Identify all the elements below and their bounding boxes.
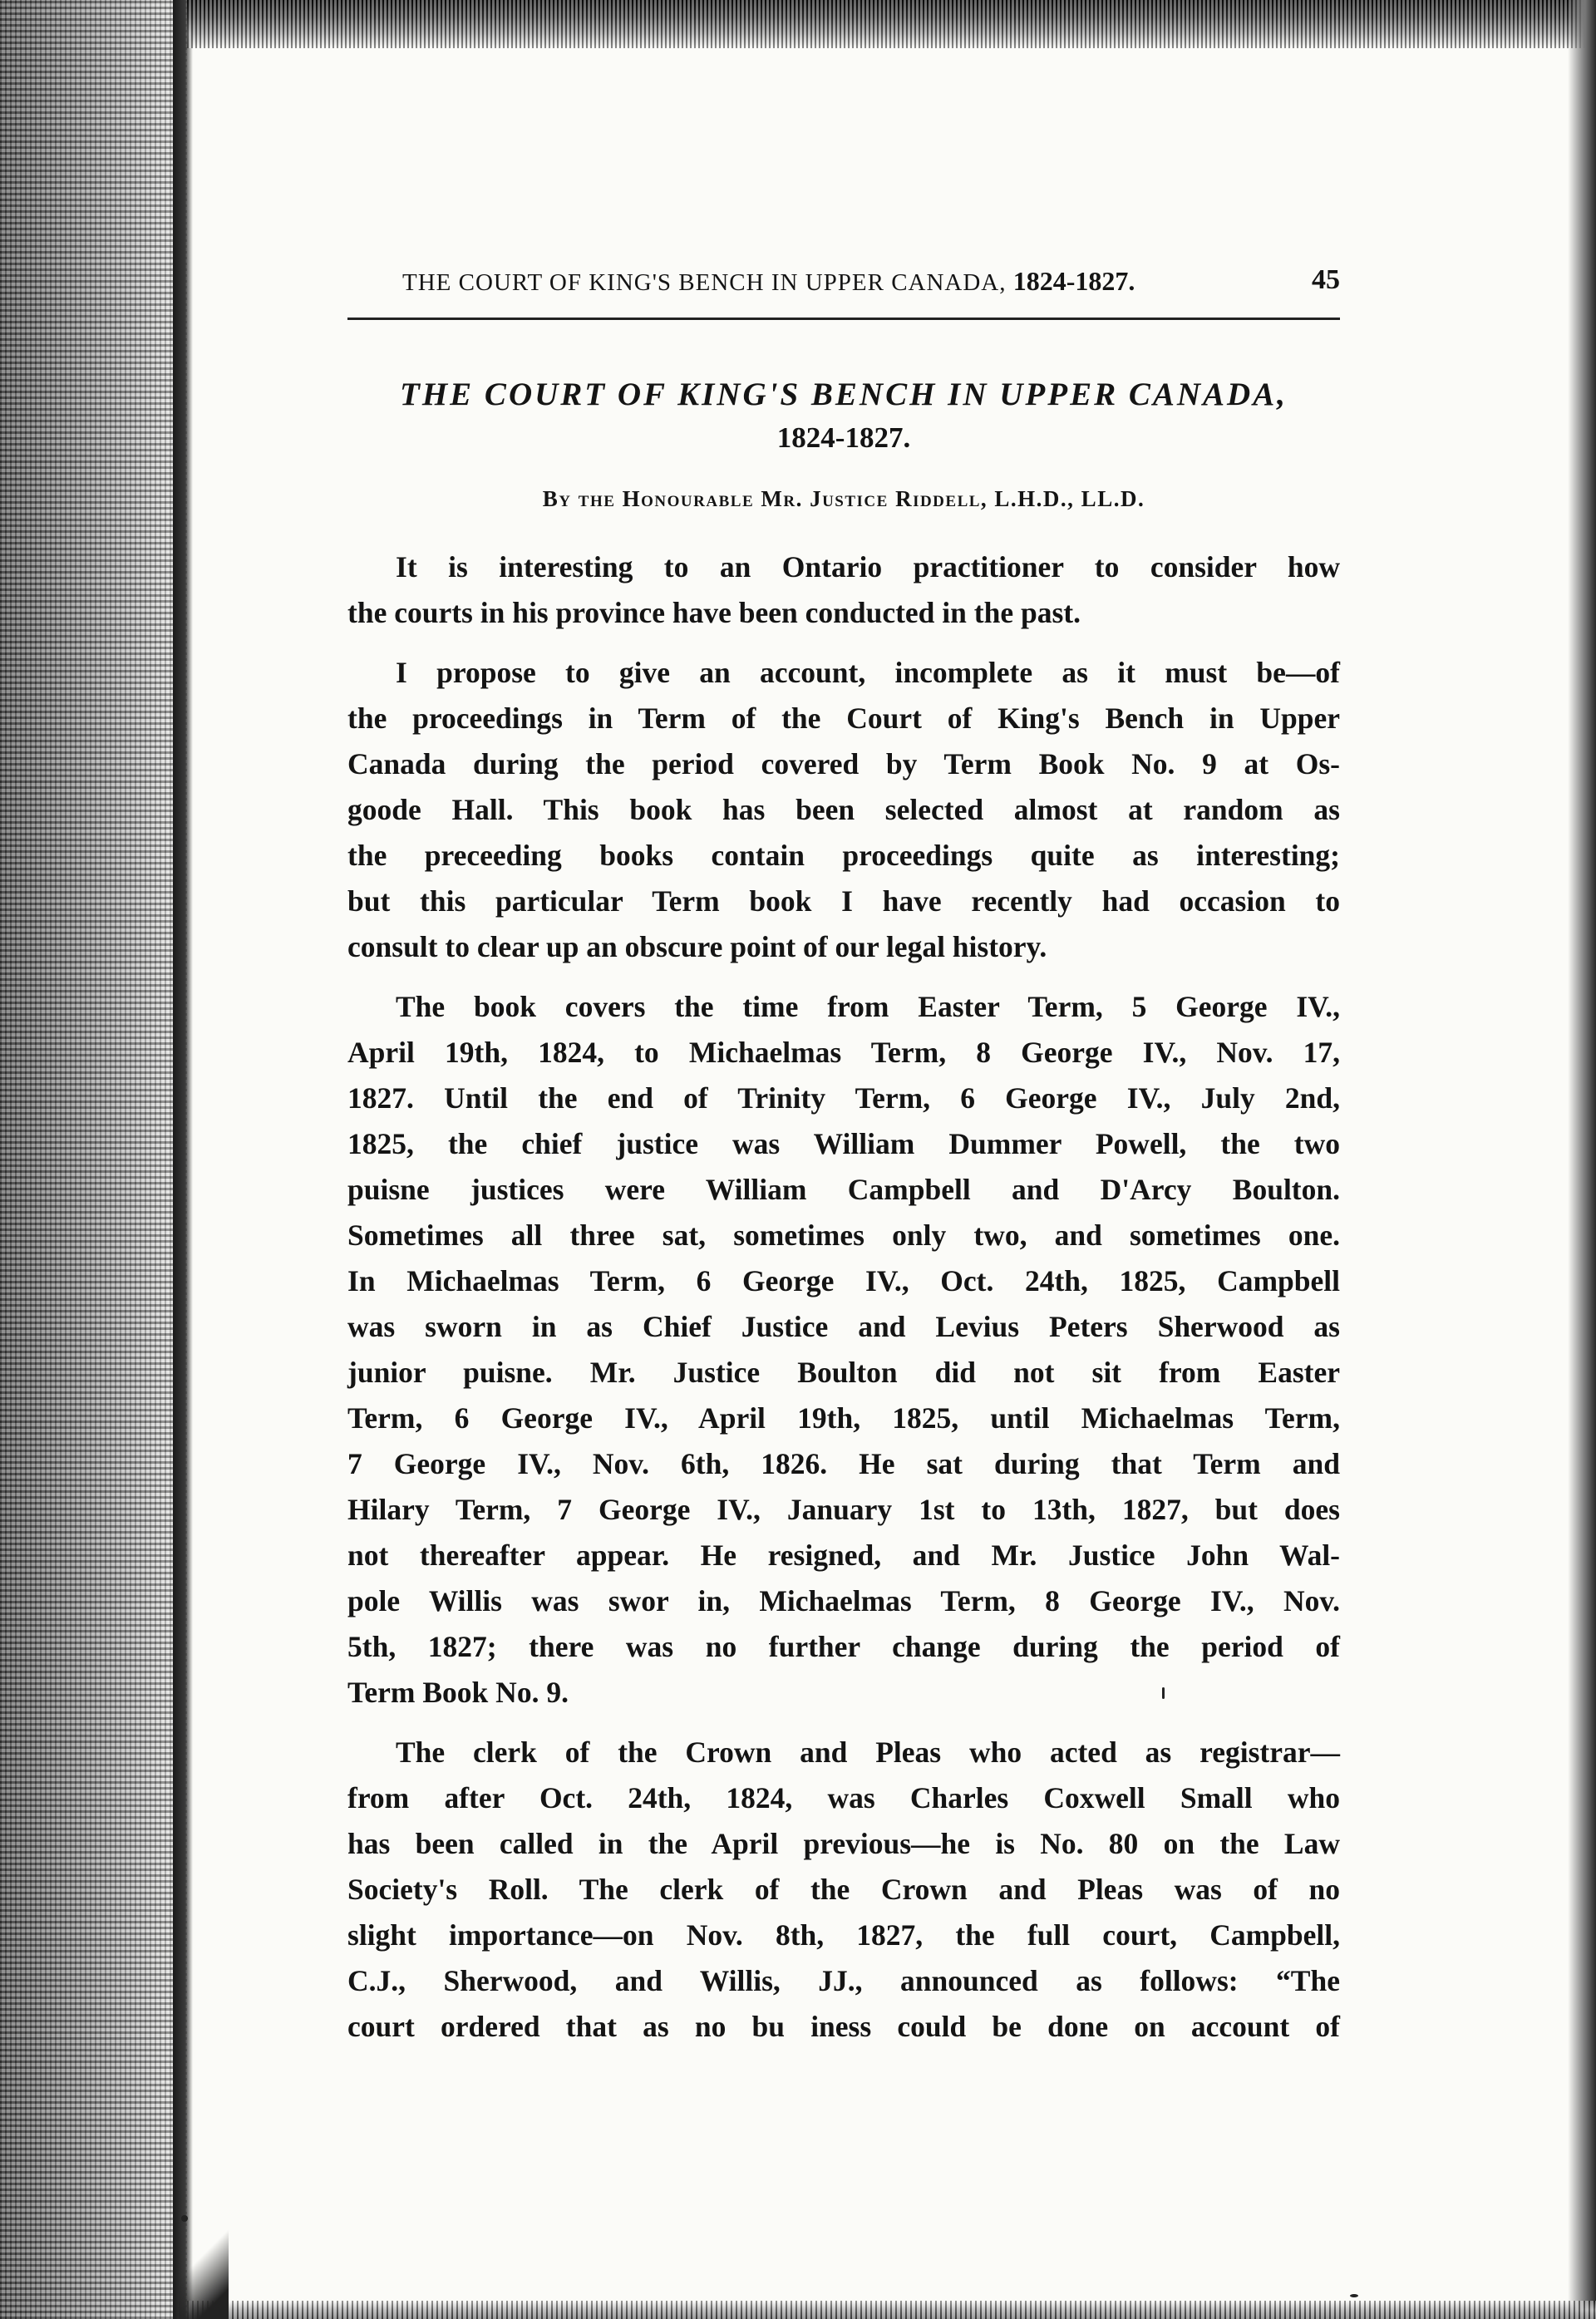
text-line: The book covers the time from Easter Term, 5 George IV.,: [396, 990, 1340, 1023]
text-line: Term, 6 George IV., April 19th, 1825, until Michaelmas Term,: [347, 1401, 1340, 1435]
article-body: [347, 544, 1340, 2064]
text-line: pole Willis was swor in, Michaelmas Term, 8 George IV., Nov.: [347, 1584, 1340, 1617]
text-line: puisne justices were William Campbell and D'Arcy Boulton.: [347, 1173, 1340, 1206]
text-line: Hilary Term, 7 George IV., January 1st to 13th, 1827, but does: [347, 1493, 1340, 1526]
running-header-years: 1824-1827.: [1012, 266, 1135, 296]
text-line: consult to clear up an obscure point of our legal history.: [347, 930, 1047, 963]
paragraph: [347, 544, 1340, 636]
article-byline: By the Honourable Mr. Justice Riddell, L.H.D., LL.D.: [542, 486, 1145, 511]
running-header: [347, 264, 1340, 304]
paragraph: [347, 984, 1340, 1716]
text-line: C.J., Sherwood, and Willis, JJ., announced as follows: “The: [347, 1964, 1340, 1997]
text-line: The clerk of the Crown and Pleas who acted as registrar—: [396, 1736, 1340, 1769]
text-line: 5th, 1827; there was no further change during the period of: [347, 1630, 1340, 1663]
text-line: court ordered that as no bu iness could be done on account of: [347, 2010, 1340, 2043]
text-line: In Michaelmas Term, 6 George IV., Oct. 24th, 1825, Campbell: [347, 1264, 1340, 1297]
paragraph: [347, 1730, 1340, 2050]
scan-edge-bottom: [187, 2301, 1596, 2319]
text-line: the preceeding books contain proceedings quite as interesting;: [347, 839, 1340, 872]
text-line: not thereafter appear. He resigned, and Mr. Justice John Wal-: [347, 1539, 1340, 1572]
article-years: 1824-1827.: [776, 421, 911, 454]
article-title: THE COURT OF KING'S BENCH IN UPPER CANADA,: [400, 377, 1288, 412]
scan-edge-right: [1568, 0, 1596, 2319]
page-number: 45: [1312, 264, 1340, 295]
text-line: junior puisne. Mr. Justice Boulton did not sit from Easter: [347, 1356, 1340, 1389]
scan-edge-left-shadow: [173, 0, 193, 2319]
text-line: from after Oct. 24th, 1824, was Charles Coxwell Small who: [347, 1781, 1340, 1814]
running-header-title-text: THE COURT OF KING'S BENCH IN UPPER CANADA,: [402, 269, 1007, 296]
text-line: April 19th, 1824, to Michaelmas Term, 8 George IV., Nov. 17,: [347, 1036, 1340, 1069]
text-line: the proceedings in Term of the Court of King's Bench in Upper: [347, 702, 1340, 735]
scan-edge-left: [0, 0, 187, 2319]
text-line: 1827. Until the end of Trinity Term, 6 George IV., July 2nd,: [347, 1081, 1340, 1115]
text-line: Canada during the period covered by Term Book No. 9 at Os-: [347, 747, 1340, 780]
text-line: but this particular Term book I have recently had occasion to: [347, 884, 1340, 918]
text-line: I propose to give an account, incomplete as it must be—of: [396, 656, 1340, 689]
page-corner-shadow: [179, 2219, 229, 2319]
text-line: goode Hall. This book has been selected almost at random as: [347, 793, 1340, 826]
scan-edge-top: [187, 0, 1596, 48]
text-line: slight importance—on Nov. 8th, 1827, the full court, Campbell,: [347, 1918, 1340, 1952]
ink-speck: [181, 2215, 188, 2222]
text-line: has been called in the April previous—he is No. 80 on the Law: [347, 1827, 1340, 1860]
text-line: 7 George IV., Nov. 6th, 1826. He sat during that Term and: [347, 1447, 1340, 1480]
ink-speck: [1350, 2294, 1358, 2297]
text-line: Term Book No. 9.: [347, 1676, 569, 1709]
text-line: It is interesting to an Ontario practitioner to consider how: [396, 550, 1340, 583]
header-rule: [347, 318, 1340, 320]
paragraph: [347, 650, 1340, 970]
text-line: Sometimes all three sat, sometimes only two, and sometimes one.: [347, 1219, 1340, 1252]
text-line: 1825, the chief justice was William Dummer Powell, the two: [347, 1127, 1340, 1160]
text-line: was sworn in as Chief Justice and Levius Peters Sherwood as: [347, 1310, 1340, 1343]
text-line: the courts in his province have been conducted in the past.: [347, 596, 1081, 629]
text-line: Society's Roll. The clerk of the Crown and Pleas was of no: [347, 1873, 1340, 1906]
running-header-title: [402, 266, 1135, 297]
